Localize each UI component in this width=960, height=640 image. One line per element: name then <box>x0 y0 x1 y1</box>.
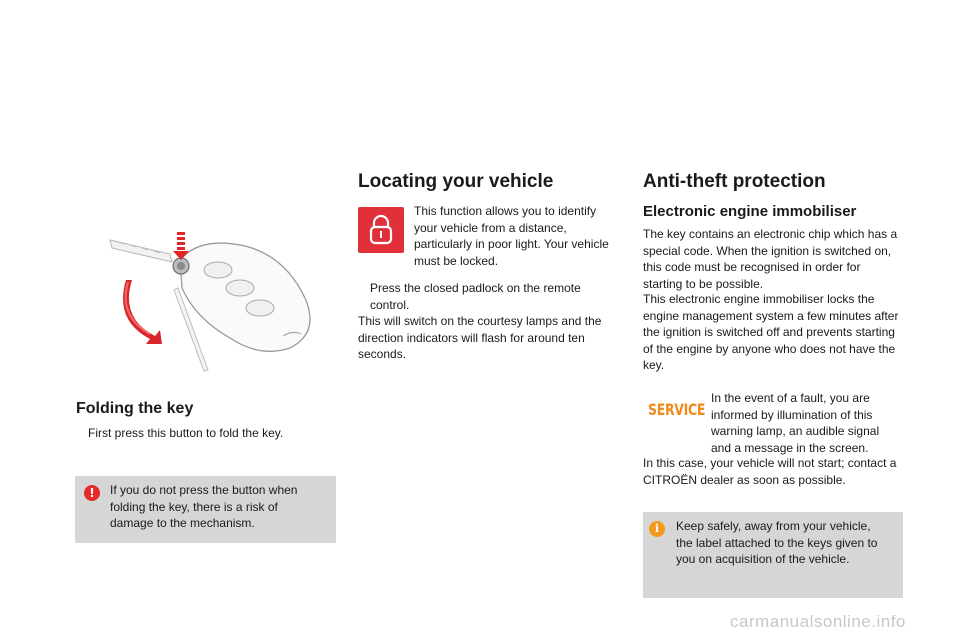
info-text: Keep safely, away from your vehicle, the label attached to the keys given to you on acquisition of the vehicle. <box>676 519 878 566</box>
antitheft-title: Anti-theft protection <box>643 171 826 192</box>
immobiliser-para2: This electronic engine immobiliser locks the engine management system a few minutes after the ignition is switched off and prevents starting of the engine by anyone who does not have the key. <box>643 292 899 372</box>
locating-title: Locating your vehicle <box>358 171 554 192</box>
locating-result: This will switch on the courtesy lamps and the direction indicators will flash for around ten seconds. <box>358 314 602 361</box>
info-icon: i <box>649 521 665 537</box>
folding-title: Folding the key <box>76 400 194 417</box>
immobiliser-para1: The key contains an electronic chip which has a special code. When the ignition is switched on, this code must be recognised in order for starting to be possible. <box>643 227 898 291</box>
key-fold-diagram <box>100 218 330 378</box>
folding-step-text: First press this button to fold the key. <box>88 426 284 440</box>
key-illustration <box>100 218 330 378</box>
warning-note <box>75 476 336 543</box>
service-warning-lamp-icon: SERVICE <box>648 400 706 419</box>
folding-step <box>76 425 326 444</box>
locating-step <box>358 280 608 313</box>
padlock-icon <box>358 207 404 253</box>
watermark: carmanualsonline.info <box>730 612 906 631</box>
immobiliser-subtitle: Electronic engine immobiliser <box>643 203 857 220</box>
warning-icon: ! <box>84 485 100 501</box>
locating-intro: This function allows you to identify your vehicle from a distance, particularly in poor light. Your vehicle must be locked. <box>414 204 609 268</box>
info-note <box>643 512 903 598</box>
contact-text: In this case, your vehicle will not start; contact a CITROËN dealer as soon as possible. <box>643 456 897 487</box>
warning-text: If you do not press the button when folding the key, there is a risk of damage to the mechanism. <box>110 483 298 530</box>
fault-text: In the event of a fault, you are informed by illumination of this warning lamp, an audible signal and a message in the screen. <box>711 391 880 455</box>
locating-step-text: Press the closed padlock on the remote control. <box>370 281 581 312</box>
